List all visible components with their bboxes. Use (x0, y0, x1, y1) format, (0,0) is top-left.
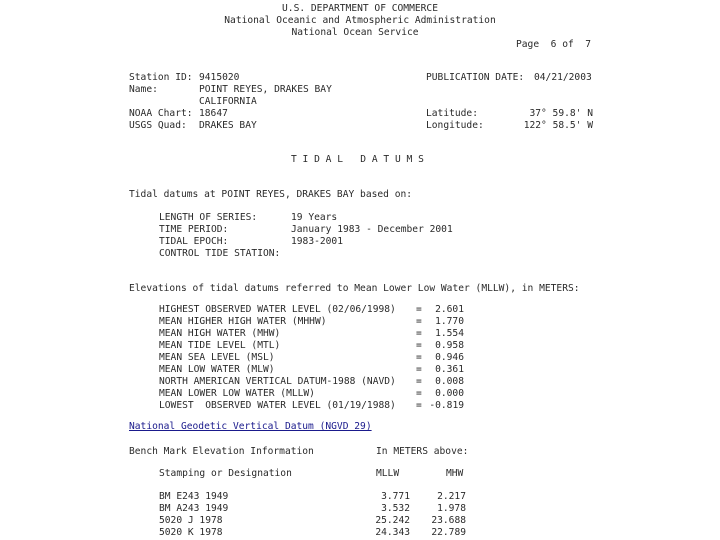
datum-label: MEAN HIGH WATER (MHW) (159, 328, 281, 339)
datum-value: 0.946 (435, 352, 464, 363)
datum-label: NORTH AMERICAN VERTICAL DATUM-1988 (NAVD) (159, 376, 396, 387)
series-value: 1983-2001 (291, 236, 343, 247)
publication-date-label: PUBLICATION DATE: (426, 72, 525, 83)
datum-label: HIGHEST OBSERVED WATER LEVEL (02/06/1998) (159, 304, 396, 315)
ngvd-link[interactable]: National Geodetic Vertical Datum (NGVD 29) (129, 421, 372, 432)
datum-value: 0.958 (435, 340, 464, 351)
tidal-datums-title: T I D A L D A T U M S (291, 154, 424, 165)
mllw-column-header: MLLW (376, 468, 400, 479)
datum-equals: = (416, 340, 422, 351)
station-name-label: Name: (129, 84, 158, 95)
series-label: CONTROL TIDE STATION: (159, 248, 281, 259)
datum-equals: = (416, 316, 422, 327)
datum-equals: = (416, 376, 422, 387)
datum-value: 0.000 (435, 388, 464, 399)
station-state-value: CALIFORNIA (199, 96, 257, 107)
stamping-column-header: Stamping or Designation (159, 468, 292, 479)
bench-mark-name: BM E243 1949 (159, 491, 229, 502)
datum-equals: = (416, 400, 422, 411)
bench-mark-name: 5020 J 1978 (159, 515, 223, 526)
series-label: TIME PERIOD: (159, 224, 229, 235)
datum-label: MEAN TIDE LEVEL (MTL) (159, 340, 281, 351)
bench-mark-mhw: 1.978 (437, 503, 466, 514)
station-id-label: Station ID: (129, 72, 193, 83)
datum-value: 1.554 (435, 328, 464, 339)
intro-text: Tidal datums at POINT REYES, DRAKES BAY based on: (129, 189, 413, 200)
agency-heading: National Oceanic and Atmospheric Administration (224, 15, 496, 26)
bench-mark-heading: Bench Mark Elevation Information (129, 446, 314, 457)
bench-mark-mllw: 25.242 (375, 515, 410, 526)
usgs-quad-value: DRAKES BAY (199, 120, 257, 131)
datum-equals: = (416, 388, 422, 399)
datum-equals: = (416, 304, 422, 315)
bench-mark-mhw: 23.688 (431, 515, 466, 526)
datum-equals: = (416, 328, 422, 339)
datum-label: MEAN HIGHER HIGH WATER (MHHW) (159, 316, 327, 327)
datum-equals: = (416, 364, 422, 375)
bench-mark-mllw: 3.771 (381, 491, 410, 502)
datum-label: MEAN SEA LEVEL (MSL) (159, 352, 275, 363)
usgs-quad-label: USGS Quad: (129, 120, 187, 131)
noaa-chart-value: 18647 (199, 108, 228, 119)
publication-date-value: 04/21/2003 (534, 72, 592, 83)
datum-equals: = (416, 352, 422, 363)
longitude-label: Longitude: (426, 120, 484, 131)
bench-mark-name: BM A243 1949 (159, 503, 229, 514)
station-id-value: 9415020 (199, 72, 240, 83)
datum-label: MEAN LOWER LOW WATER (MLLW) (159, 388, 315, 399)
bench-mark-mhw: 22.789 (431, 527, 466, 538)
datum-label: MEAN LOW WATER (MLW) (159, 364, 275, 375)
series-label: TIDAL EPOCH: (159, 236, 229, 247)
series-label: LENGTH OF SERIES: (159, 212, 258, 223)
elevations-heading: Elevations of tidal datums referred to Mean Lower Low Water (MLLW), in METERS: (129, 283, 580, 294)
bench-mark-name: 5020 K 1978 (159, 527, 223, 538)
latitude-label: Latitude: (426, 108, 478, 119)
datum-label: LOWEST OBSERVED WATER LEVEL (01/19/1988) (159, 400, 396, 411)
station-name-value: POINT REYES, DRAKES BAY (199, 84, 332, 95)
datum-value: 0.008 (435, 376, 464, 387)
datum-value: 0.361 (435, 364, 464, 375)
bench-mark-mhw: 2.217 (437, 491, 466, 502)
bench-mark-mllw: 24.343 (375, 527, 410, 538)
mhw-column-header: MHW (446, 468, 464, 479)
datum-value: 1.770 (435, 316, 464, 327)
service-heading: National Ocean Service (291, 27, 419, 38)
page-number: Page 6 of 7 (516, 39, 592, 50)
series-value: 19 Years (291, 212, 338, 223)
datum-value: -0.819 (429, 400, 464, 411)
latitude-value: 37° 59.8' N (529, 108, 593, 119)
department-heading: U.S. DEPARTMENT OF COMMERCE (282, 3, 438, 14)
bench-mark-mllw: 3.532 (381, 503, 410, 514)
series-value: January 1983 - December 2001 (291, 224, 453, 235)
longitude-value: 122° 58.5' W (523, 120, 593, 131)
noaa-chart-label: NOAA Chart: (129, 108, 193, 119)
bench-mark-units: In METERS above: (376, 446, 469, 457)
datum-value: 2.601 (435, 304, 464, 315)
